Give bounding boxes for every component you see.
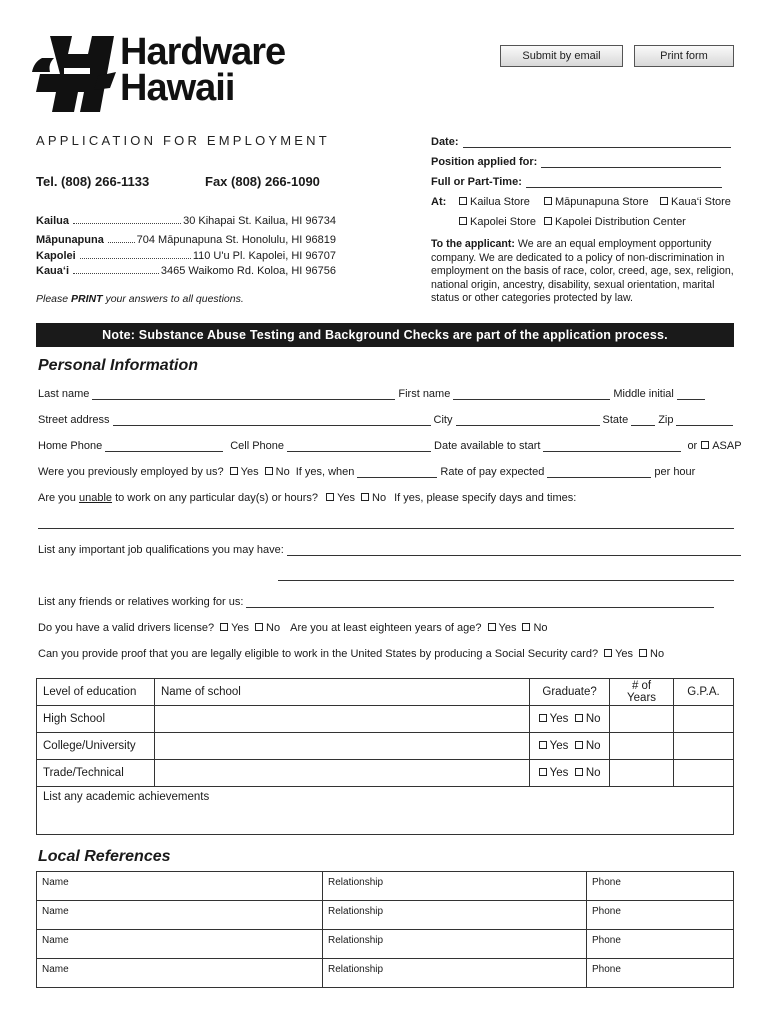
rate-pay-label: Rate of pay expected	[440, 466, 545, 478]
fax: Fax (808) 266-1090	[205, 174, 320, 189]
dot-leader	[108, 234, 135, 243]
last-name-label: Last name	[38, 388, 90, 400]
print-form-button[interactable]: Print form	[634, 45, 734, 67]
checkbox[interactable]	[575, 741, 583, 749]
home-phone-input[interactable]	[105, 442, 223, 452]
brand-name	[120, 31, 286, 109]
section-title-personal: Personal Information	[38, 357, 199, 374]
per-hour-label: per hour	[654, 466, 696, 478]
graduate-options	[530, 760, 610, 787]
row-proof	[38, 648, 664, 660]
phone-label: Phone	[592, 877, 621, 888]
or-label: or	[687, 440, 698, 452]
option-label: Māpunapuna Store	[555, 196, 649, 208]
relationship-label: Relationship	[328, 935, 384, 946]
cell-phone-input[interactable]	[287, 442, 431, 452]
section-title-references: Local References	[38, 848, 171, 865]
row-phone	[38, 440, 742, 452]
checkbox[interactable]	[488, 623, 496, 631]
row-address	[38, 414, 736, 426]
reference-relationship-input[interactable]	[323, 901, 587, 930]
eeo-statement	[431, 238, 734, 306]
reference-relationship-input[interactable]	[323, 930, 587, 959]
checkbox[interactable]	[220, 623, 228, 631]
checkbox[interactable]	[544, 217, 552, 225]
achievements-input[interactable]	[37, 787, 734, 835]
reference-phone-input[interactable]	[587, 930, 734, 959]
school-name-input[interactable]	[154, 760, 529, 787]
reference-name-input[interactable]	[37, 959, 323, 988]
phone-label: Phone	[592, 964, 621, 975]
if-yes-when-label: If yes, when	[295, 466, 355, 478]
no-label: No	[585, 740, 601, 752]
row-friends	[38, 596, 717, 608]
checkbox[interactable]	[459, 217, 467, 225]
no-label: No	[372, 492, 387, 504]
gpa-input[interactable]	[674, 706, 734, 733]
yes-label: Yes	[240, 466, 259, 478]
store-option-kapolei-dc[interactable]	[544, 216, 686, 228]
graduate-options	[530, 733, 610, 760]
reference-row	[37, 930, 734, 959]
street-label: Street address	[38, 414, 110, 426]
asap-option[interactable]	[701, 440, 741, 452]
dot-leader	[73, 215, 181, 224]
yes-label: Yes	[549, 740, 569, 752]
yes-label: Yes	[615, 648, 634, 660]
last-name-input[interactable]	[92, 390, 395, 400]
zip-label: Zip	[658, 414, 674, 426]
dot-leader	[73, 265, 159, 274]
reference-phone-input[interactable]	[587, 959, 734, 988]
checkbox[interactable]	[701, 441, 709, 449]
years-input[interactable]	[610, 706, 674, 733]
checkbox[interactable]	[255, 623, 263, 631]
friends-input[interactable]	[246, 598, 714, 608]
option-label: Kapolei Store	[470, 216, 537, 228]
no-label: No	[585, 767, 601, 779]
header-graduate: Graduate?	[530, 679, 610, 706]
checkbox[interactable]	[539, 768, 547, 776]
education-header-row	[37, 679, 734, 706]
dot-leader	[80, 250, 191, 259]
graduate-no[interactable]	[575, 740, 601, 752]
store-name: Kailua	[36, 215, 70, 227]
rate-pay-input[interactable]	[547, 468, 651, 478]
prev-employed-label: Were you previously employed by us?	[38, 466, 224, 478]
page-title: APPLICATION FOR EMPLOYMENT	[36, 133, 330, 148]
store-kailua	[36, 215, 336, 227]
date-available-label: Date available to start	[434, 440, 541, 452]
store-kapolei	[36, 250, 336, 262]
specify-label: If yes, please specify days and times:	[394, 492, 577, 504]
eighteen-yes[interactable]	[488, 622, 517, 634]
city-label: City	[433, 414, 453, 426]
submit-by-email-button[interactable]: Submit by email	[500, 45, 623, 67]
eighteen-no[interactable]	[522, 622, 547, 634]
first-name-label: First name	[398, 388, 451, 400]
telephone: Tel. (808) 266-1133	[36, 174, 150, 189]
education-table	[36, 678, 734, 835]
reference-name-input[interactable]	[37, 872, 323, 901]
store-option-mapunapuna[interactable]	[544, 196, 649, 208]
reference-row	[37, 959, 734, 988]
hardware-hawaii-logo	[28, 32, 120, 116]
row-unable	[38, 492, 576, 504]
prev-employed-no[interactable]	[265, 466, 290, 478]
position-label: Position applied for:	[431, 156, 538, 168]
print-note-post: your answers to all questions.	[102, 293, 244, 305]
option-label: Kapolei Distribution Center	[555, 216, 686, 228]
friends-label: List any friends or relatives working for us:	[38, 596, 244, 608]
if-yes-when-input[interactable]	[357, 468, 437, 478]
graduate-options	[530, 706, 610, 733]
education-row	[37, 733, 734, 760]
date-input[interactable]	[463, 138, 731, 148]
yes-label: Yes	[337, 492, 356, 504]
option-label: Kaua‘i Store	[671, 196, 731, 208]
reference-phone-input[interactable]	[587, 872, 734, 901]
date-label: Date:	[431, 136, 459, 148]
yes-label: Yes	[549, 767, 569, 779]
name-label: Name	[42, 877, 69, 888]
license-yes[interactable]	[220, 622, 249, 634]
store-mapunapuna	[36, 234, 336, 246]
header-level: Level of education	[37, 679, 155, 706]
reference-name-input[interactable]	[37, 930, 323, 959]
name-label: Name	[42, 964, 69, 975]
store-option-kailua[interactable]	[459, 196, 530, 208]
checkbox[interactable]	[575, 714, 583, 722]
row-name	[38, 388, 708, 400]
store-address: 110 U'u Pl. Kapolei, HI 96707	[192, 250, 336, 262]
state-input[interactable]	[631, 416, 655, 426]
row-license-age	[38, 622, 548, 634]
qualifications-label: List any important job qualifications you may have:	[38, 544, 284, 556]
phone-label: Phone	[592, 935, 621, 946]
gpa-input[interactable]	[674, 733, 734, 760]
name-label: Name	[42, 906, 69, 917]
header-school: Name of school	[154, 679, 529, 706]
fulltime-input[interactable]	[526, 178, 722, 188]
no-label: No	[585, 713, 601, 725]
qualifications-input[interactable]	[287, 546, 741, 556]
checkbox[interactable]	[361, 493, 369, 501]
phone-label: Phone	[592, 906, 621, 917]
print-note-pre: Please	[36, 293, 72, 305]
relationship-label: Relationship	[328, 964, 384, 975]
checkbox[interactable]	[604, 649, 612, 657]
education-level: Trade/Technical	[37, 760, 155, 787]
reference-row	[37, 872, 734, 901]
unable-yes[interactable]	[326, 492, 355, 504]
license-label: Do you have a valid drivers license?	[38, 622, 215, 634]
relationship-label: Relationship	[328, 906, 384, 917]
row-qualifications	[38, 544, 744, 556]
license-no[interactable]	[255, 622, 280, 634]
first-name-input[interactable]	[453, 390, 610, 400]
store-option-kapolei[interactable]	[459, 216, 536, 228]
checkbox[interactable]	[326, 493, 334, 501]
header-gpa: G.P.A.	[674, 679, 734, 706]
no-label: No	[275, 466, 290, 478]
reference-name-input[interactable]	[37, 901, 323, 930]
header-years: # of Years	[610, 679, 674, 706]
state-label: State	[602, 414, 629, 426]
home-phone-label: Home Phone	[38, 440, 103, 452]
graduate-no[interactable]	[575, 713, 601, 725]
eeo-heading: To the applicant:	[431, 238, 515, 250]
at-label: At:	[431, 196, 447, 208]
store-kauai	[36, 265, 336, 277]
education-row	[37, 760, 734, 787]
checkbox[interactable]	[522, 623, 530, 631]
checkbox[interactable]	[539, 741, 547, 749]
education-level: High School	[37, 706, 155, 733]
no-label: No	[266, 622, 281, 634]
city-input[interactable]	[456, 416, 600, 426]
option-label: Kailua Store	[470, 196, 530, 208]
row-previous-employment	[38, 466, 695, 478]
graduate-no[interactable]	[575, 767, 601, 779]
asap-label: ASAP	[712, 440, 742, 452]
proof-label: Can you provide proof that you are legally eligible to work in the United States by producing a Social Security card?	[38, 648, 599, 660]
eighteen-label: Are you at least eighteen years of age?	[290, 622, 482, 634]
graduate-yes[interactable]	[539, 713, 569, 725]
date-field[interactable]	[431, 136, 731, 148]
proof-yes[interactable]	[604, 648, 633, 660]
print-note-bold: PRINT	[71, 293, 103, 305]
proof-no[interactable]	[639, 648, 664, 660]
position-field[interactable]	[431, 156, 721, 168]
reference-row	[37, 901, 734, 930]
print-instruction	[36, 293, 244, 305]
checkbox[interactable]	[230, 467, 238, 475]
unable-no[interactable]	[361, 492, 386, 504]
middle-initial-label: Middle initial	[613, 388, 674, 400]
qualifications-input-2[interactable]	[278, 580, 734, 581]
unable-post: to work on any particular day(s) or hours?	[112, 492, 319, 504]
checkbox[interactable]	[265, 467, 273, 475]
store-name: Kaua‘i	[36, 265, 70, 277]
checkbox[interactable]	[544, 197, 552, 205]
prev-employed-yes[interactable]	[230, 466, 259, 478]
gpa-input[interactable]	[674, 760, 734, 787]
date-available-input[interactable]	[543, 442, 681, 452]
unable-underline: unable	[78, 492, 113, 504]
yes-label: Yes	[231, 622, 250, 634]
reference-relationship-input[interactable]	[323, 872, 587, 901]
store-address: 3465 Waikomo Rd. Koloa, HI 96756	[160, 265, 336, 277]
yes-label: Yes	[549, 713, 569, 725]
unable-pre: Are you	[38, 492, 79, 504]
specify-input[interactable]	[38, 528, 734, 529]
school-name-input[interactable]	[154, 733, 529, 760]
checkbox[interactable]	[639, 649, 647, 657]
cell-phone-label: Cell Phone	[230, 440, 285, 452]
reference-phone-input[interactable]	[587, 901, 734, 930]
references-table	[36, 871, 734, 988]
graduate-yes[interactable]	[539, 740, 569, 752]
checkbox[interactable]	[459, 197, 467, 205]
store-address: 704 Māpunapuna St. Honolulu, HI 96819	[136, 234, 336, 246]
brand-line-2: Hawaii	[120, 67, 235, 109]
achievements-label: List any academic achievements	[43, 791, 210, 803]
brand-line-1: Hardware	[120, 31, 286, 73]
middle-initial-input[interactable]	[677, 390, 705, 400]
substance-abuse-note: Note: Substance Abuse Testing and Background Checks are part of the application process.	[36, 323, 734, 347]
checkbox[interactable]	[660, 197, 668, 205]
zip-input[interactable]	[676, 416, 733, 426]
relationship-label: Relationship	[328, 877, 384, 888]
store-name: Māpunapuna	[36, 234, 104, 246]
no-label: No	[650, 648, 665, 660]
position-input[interactable]	[541, 158, 721, 168]
checkbox[interactable]	[539, 714, 547, 722]
reference-relationship-input[interactable]	[323, 959, 587, 988]
no-label: No	[533, 622, 548, 634]
education-row	[37, 706, 734, 733]
fulltime-field[interactable]	[431, 176, 722, 188]
store-address: 30 Kihapai St. Kailua, HI 96734	[183, 215, 336, 227]
years-input[interactable]	[610, 733, 674, 760]
graduate-yes[interactable]	[539, 767, 569, 779]
unable-question	[38, 492, 318, 504]
yes-label: Yes	[498, 622, 517, 634]
school-name-input[interactable]	[154, 706, 529, 733]
achievements-row	[37, 787, 734, 835]
store-option-kauai[interactable]	[660, 196, 731, 208]
eeo-text: We are an equal employment opportunity company. We are dedicated to a policy of non-discrimination in employment on the basis of race, color, creed, age, sex, religion, national origin, ancestry, disability, sexual orientation, marital status or other categories protected by law.	[431, 238, 734, 305]
checkbox[interactable]	[575, 768, 583, 776]
street-input[interactable]	[113, 416, 431, 426]
fulltime-label: Full or Part-Time:	[431, 176, 522, 188]
store-name: Kapolei	[36, 250, 76, 262]
years-input[interactable]	[610, 760, 674, 787]
name-label: Name	[42, 935, 69, 946]
education-level: College/University	[37, 733, 155, 760]
